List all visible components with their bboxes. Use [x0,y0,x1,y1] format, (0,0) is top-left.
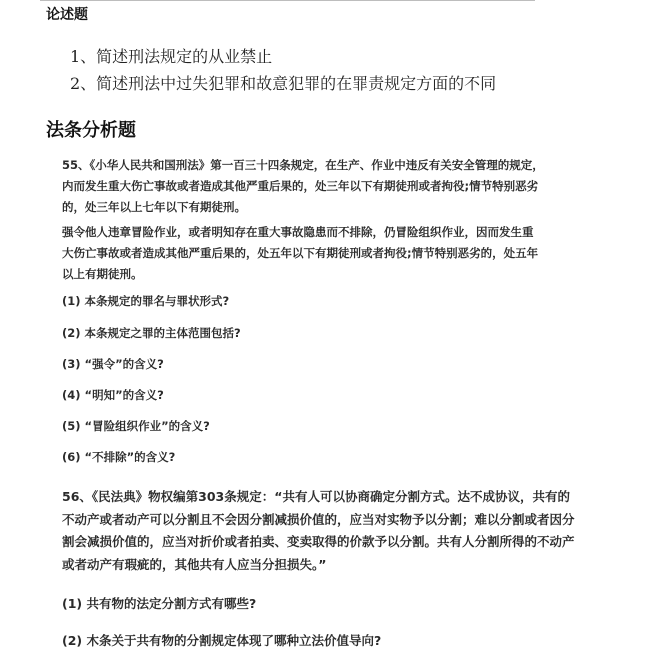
q55-p2-line: 强令他人违章冒险作业，或者明知存在重大事故隐患而不排除，仍冒险组织作业，因而发生重 [62,225,534,239]
q56-question-2: (2) 木条关于共有物的分割规定体现了哪种立法价值导向? [62,633,382,648]
q55-p2-line: 以上有期徒刑。 [62,267,143,281]
q55-question-4: (4) “明知”的含义? [62,388,164,402]
q56-line: 或者动产有瑕疵的，其他共有人应当分担损失。” [62,556,327,572]
essay-item-1: 1、简述刑法规定的从业禁止 [70,47,273,66]
analysis-heading: 法条分析题 [46,120,136,141]
q55-paragraph-2 [62,222,622,285]
q55-p1-line: 55、《小华人民共和国刑法》第一百三十四条规定，在生产、作业中违反有关安全管理的规定， [62,158,544,172]
q56-line: 不动产或者动产可以分割且不会因分割减损价值的，应当对实物予以分割；难以分割或者因分 [62,511,575,527]
q55-question-3: (3) “强令”的含义? [62,357,164,371]
essay-heading: 论述题 [46,7,88,23]
q55-p1-line: 的，处三年以上七年以下有期徒刑。 [62,200,246,214]
q55-question-2: (2) 本条规定之罪的主体范围包括? [62,326,241,340]
q55-p2-line: 大伤亡事故或者造成其他严重后果的，处五年以下有期徒刑或者拘役;情节特别恶劣的，处五年 [62,246,539,260]
q55-question-5: (5) “冒险组织作业”的含义? [62,419,210,433]
q56-line: 56、《民法典》物权编第303条规定：“共有人可以协商确定分割方式。达不成协议，共有的 [62,489,570,504]
q55-paragraph-1 [62,155,622,218]
q55-question-6: (6) “不排除”的含义? [62,450,176,464]
q56-question-1: (1) 共有物的法定分割方式有哪些? [62,596,257,611]
q55-question-1: (1) 本条规定的罪名与罪状形式? [62,294,230,308]
q56-line: 割会减损价值的，应当对折价或者拍卖、变卖取得的价款予以分割。共有人分割所得的不动产 [62,534,575,549]
q56-paragraph [62,486,622,576]
top-divider [40,0,535,1]
q55-p1-line: 内而发生重大伤亡事故或者造成其他严重后果的，处三年以下有期徒刑或者拘役;情节特别恶劣 [62,179,539,193]
essay-item-2: 2、简述刑法中过失犯罪和故意犯罪的在罪责规定方面的不同 [70,74,497,93]
